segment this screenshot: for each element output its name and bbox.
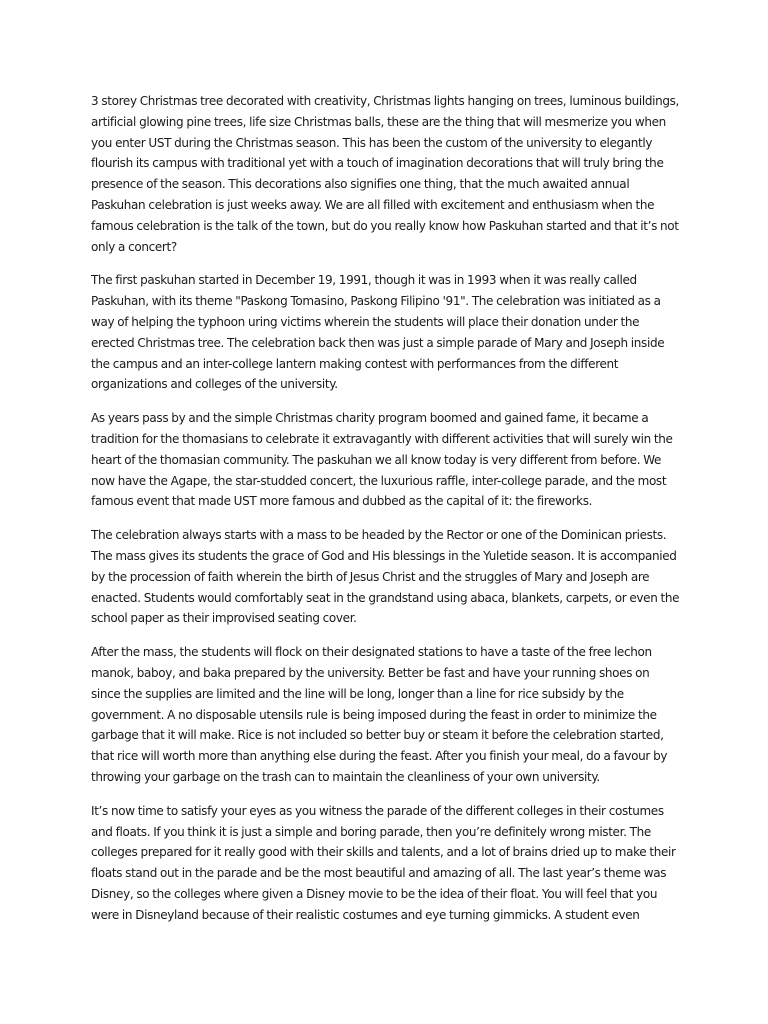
paragraph-parade: It’s now time to satisfy your eyes as you witness the parade of the different colleges in their costumes and floats. If you think it is just a simple and boring parade, then you’re definitely wrong mister. The colleges prepared for it really good with their skills and talents, and a lot of brains dried up to make their floats stand out in the parade and be the most beautiful and amazing of all. The last year’s theme was Disney, so the colleges where given a Disney movie to be the idea of their float. You will feel that you were in Disneyland because of their realistic costumes and eye turning gimmicks. A student even bbox=[91, 803, 676, 922]
paragraph-tradition: As years pass by and the simple Christmas charity program boomed and gained fame, it became a tradition for the thomasians to celebrate it extravagantly with different activities that will surely win the heart of the thomasian community. The paskuhan we all know today is very different from before. We now have the Agape, the star-studded concert, the luxurious raffle, inter-college parade, and the most famous event that made UST more famous and dubbed as the capital of it: the fireworks. bbox=[91, 411, 673, 509]
document-body bbox=[91, 91, 681, 938]
paragraph-history: The first paskuhan started in December 19, 1991, though it was in 1993 when it was really called Paskuhan, with its theme "Paskong Tomasino, Paskong Filipino '91". The celebration was initiated as a way of helping the typhoon uring victims wherein the students will place their donation under the erected Christmas tree. The celebration back then was just a simple parade of Mary and Joseph inside the campus and an inter-college lantern making contest with performances from the different organizations and colleges of the university. bbox=[91, 273, 665, 392]
paragraph-feast: After the mass, the students will flock on their designated stations to have a taste of the free lechon manok, baboy, and baka prepared by the university. Better be fast and have your running shoes on since the supplies are limited and the line will be long, longer than a line for rice subsidy by the government. A no disposable utensils rule is being imposed during the feast in order to minimize the garbage that it will make. Rice is not included so better buy or steam it before the celebration started, that rice will worth more than anything else during the feast. After you finish your meal, do a favour by throwing your garbage on the trash can to maintain the cleanliness of your own university. bbox=[91, 645, 668, 784]
paragraph-intro: 3 storey Christmas tree decorated with creativity, Christmas lights hanging on trees, luminous buildings, artificial glowing pine trees, life size Christmas balls, these are the thing that will mesmerize you when you enter UST during the Christmas season. This has been the custom of the university to elegantly flourish its campus with traditional yet with a touch of imagination decorations that will truly bring the presence of the season. This decorations also signifies one thing, that the much awaited annual Paskuhan celebration is just weeks away. We are all filled with excitement and enthusiasm when the famous celebration is the talk of the town, but do you really know how Paskuhan started and that it’s not only a concert? bbox=[91, 94, 680, 254]
paragraph-mass: The celebration always starts with a mass to be headed by the Rector or one of the Dominican priests. The mass gives its students the grace of God and His blessings in the Yuletide season. It is accompanied by the procession of faith wherein the birth of Jesus Christ and the struggles of Mary and Joseph are enacted. Students would comfortably seat in the grandstand using abaca, blankets, carpets, or even the school paper as their improvised seating cover. bbox=[91, 528, 680, 626]
